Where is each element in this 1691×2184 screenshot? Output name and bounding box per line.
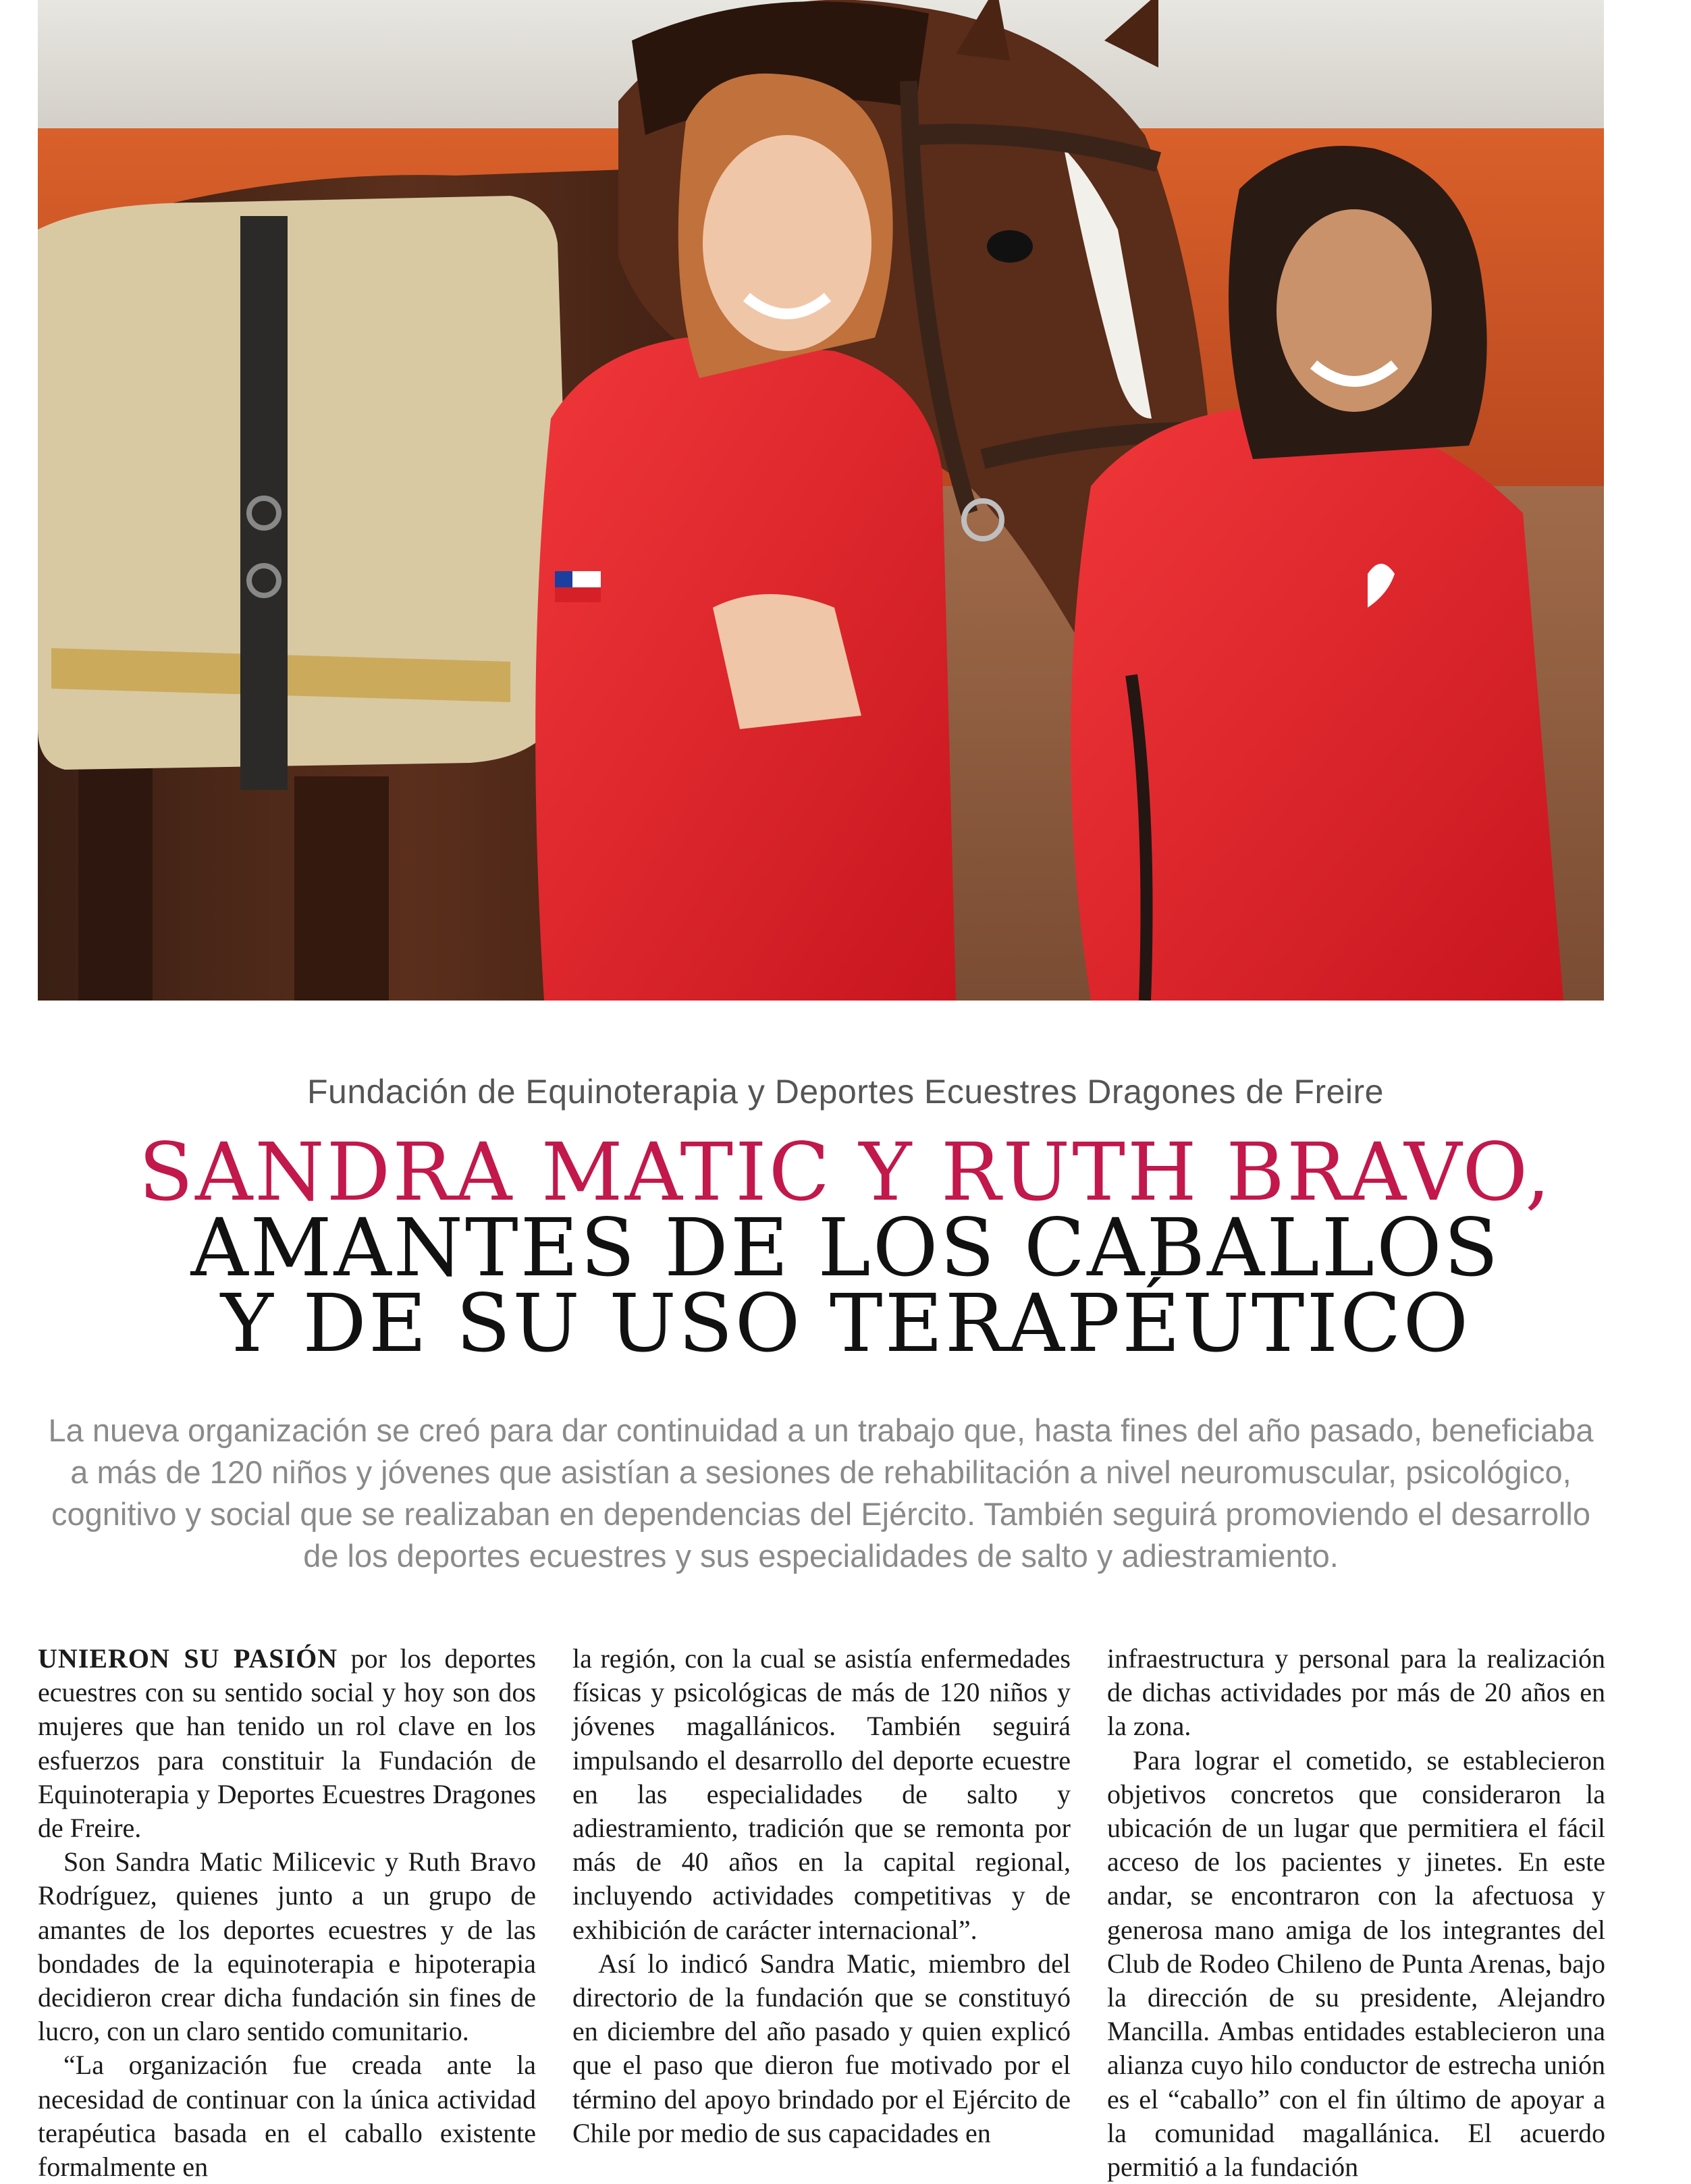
lead-in: UNIERON SU PASIÓN — [38, 1643, 338, 1674]
body-column-2 — [572, 1642, 1071, 2150]
paragraph: Así lo indicó Sandra Matic, miembro del directorio de la fundación que se constituyó en diciembre del año pasado y quien explicó que el paso que dieron fue motivado por el término del apoyo brindado por el Ejército de Chile por medio de sus capacidades en — [572, 1948, 1071, 2148]
article-title — [0, 1125, 1691, 1370]
paragraph: infraestructura y personal para la realización de dichas actividades por más de 20 años en la zona. — [1107, 1643, 1605, 1742]
paragraph — [38, 1642, 536, 1845]
title-line-3: Y DE SU USO TERAPÉUTICO — [220, 1277, 1471, 1370]
body-column-3 — [1107, 1642, 1605, 2184]
hero-photo — [38, 0, 1604, 1001]
article-body — [38, 1642, 1605, 2183]
article-lead: La nueva organización se creó para dar continuidad a un trabajo que, hasta fines del año pasado, beneficiaba a más de 120 niños y jóvenes que asistían a sesiones de rehabilitación a nivel neuromuscular, psicológico, cognitivo y social que se realizaban en dependencias del Ejército. También seguirá promoviendo el desarrollo de los deportes ecuestres y sus especialidades de salto y adiestramiento. — [48, 1412, 1594, 1574]
title-line-names: SANDRA MATIC Y RUTH BRAVO, — [138, 1125, 1553, 1219]
paragraph: la región, con la cual se asistía enfermedades físicas y psicológicas de más de 120 niños y jóvenes magallánicos. También seguirá impulsando el desarrollo del deporte ecuestre en las especialidades de salto y adiestramiento, tradición que se remonta por más de 40 años en la capital regional, incluyendo actividades competitivas y de exhibición de carácter internacional”. — [572, 1643, 1071, 1945]
body-column-1 — [38, 1642, 536, 2184]
paragraph: “La organización fue creada ante la necesidad de continuar con la única actividad terapéutica basada en el caballo existente formalmente en — [38, 2050, 536, 2183]
article-kicker: Fundación de Equinoterapia y Deportes Ecuestres Dragones de Freire — [307, 1073, 1384, 1111]
title-line-2: AMANTES DE LOS CABALLOS — [190, 1201, 1501, 1294]
horse-photo-illustration — [38, 0, 1604, 1001]
paragraph: Son Sandra Matic Milicevic y Ruth Bravo Rodríguez, quienes junto a un grupo de amantes de los deportes ecuestres y de las bondades de la equinoterapia e hipoterapia decidieron crear dicha fundación sin fines de lucro, con un claro sentido comunitario. — [38, 1846, 536, 2047]
paragraph: Para lograr el cometido, se establecieron objetivos concretos que consideraron la ubicación de un lugar que permitiera el fácil acceso de los pacientes y jinetes. En este andar, se encontraron con la afectuosa y generosa mano amiga de los integrantes del Club de Rodeo Chileno de Punta Arenas, bajo la dirección de su presidente, Alejandro Mancilla. Ambas entidades establecieron una alianza cuyo hilo conductor de estrecha unión es el “caballo” con el fin último de apoyar a la comunidad magallánica. El acuerdo permitió a la fundación — [1107, 1744, 1605, 2183]
paragraph-text: por los deportes ecuestres con su sentido social y hoy son dos mujeres que han tenido un rol clave en los esfuerzos para constituir la Fundación de Equinoterapia y Deportes Ecuestres Dragones de Freire. — [38, 1643, 537, 1844]
